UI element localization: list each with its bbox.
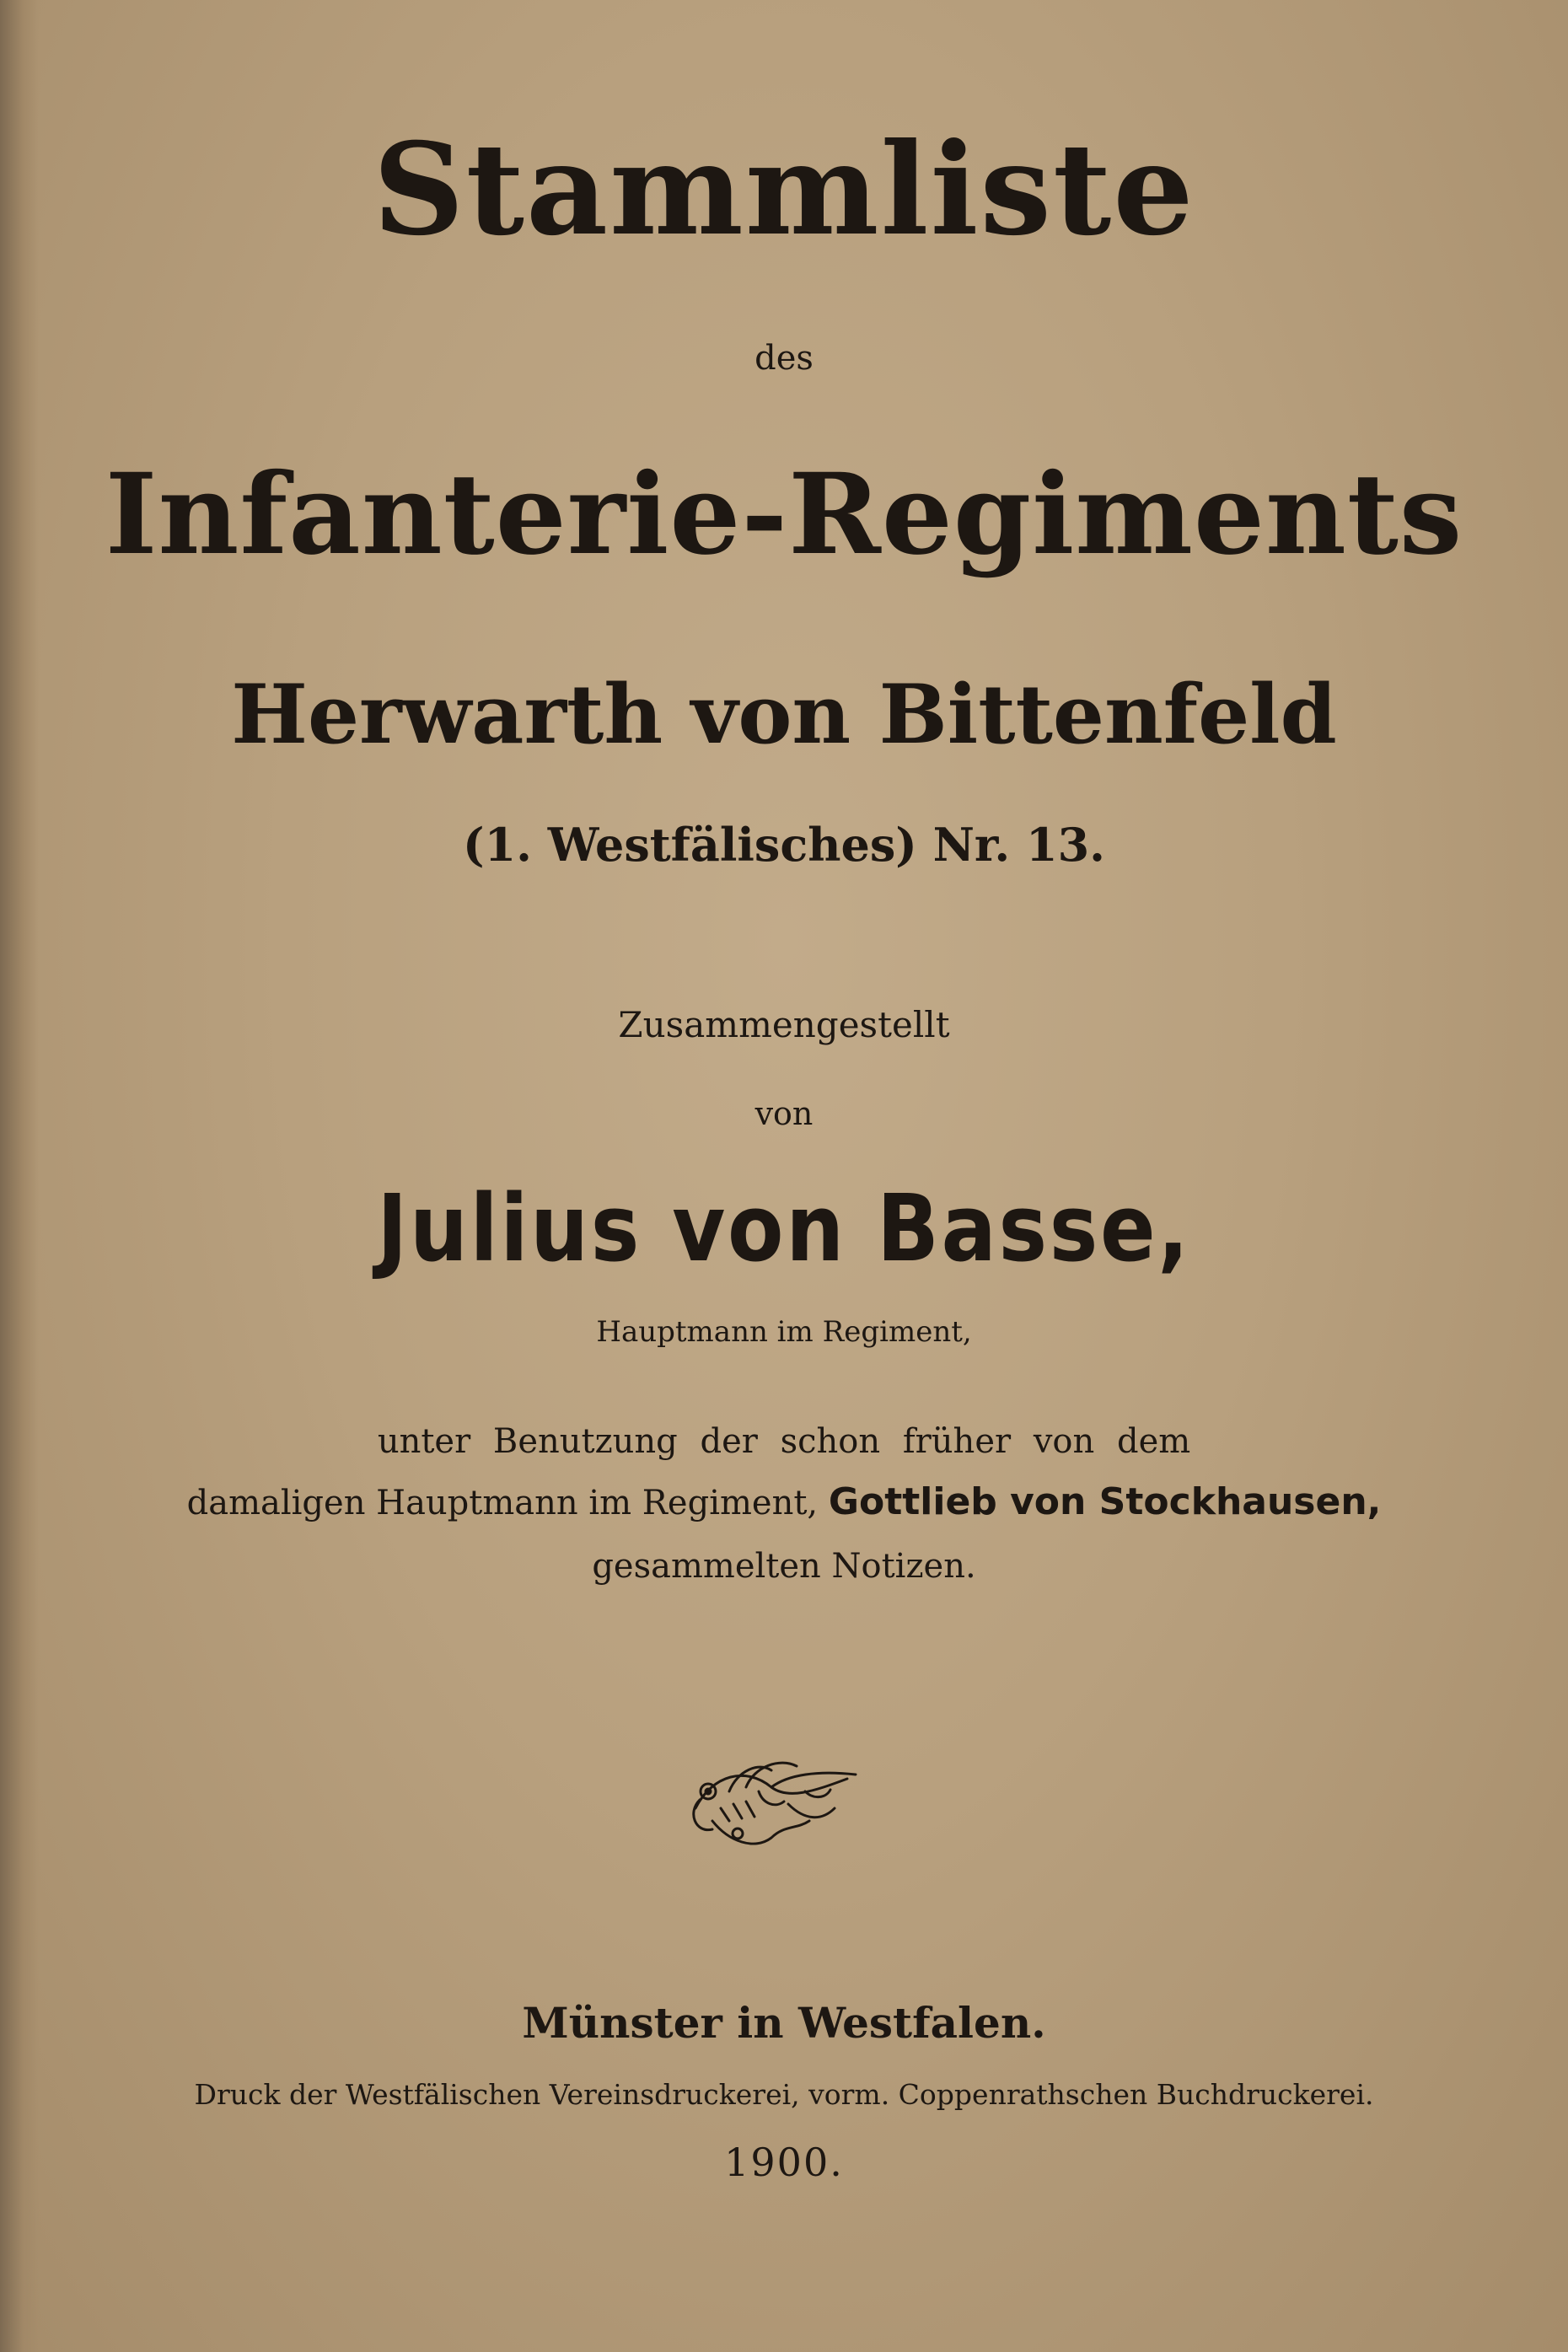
contributor-name: Gottlieb von Stockhausen,	[828, 1480, 1382, 1523]
publication-year: 1900.	[724, 2140, 844, 2185]
book-title: Stammliste	[373, 115, 1195, 264]
source-note-line-1: unter Benutzung der schon früher von dem	[377, 1422, 1191, 1461]
regiment-heading: Infanterie-Regiments	[105, 449, 1463, 580]
source-note-line-2	[0, 1480, 1568, 1523]
floral-vignette-icon	[679, 1741, 873, 1867]
by-label: von	[754, 1095, 814, 1132]
author-rank: Hauptmann im Regiment,	[596, 1315, 972, 1349]
regiment-number: (1. Westfälisches) Nr. 13.	[463, 818, 1105, 872]
compiled-label: Zusammengestellt	[618, 1004, 950, 1045]
regiment-name: Herwarth von Bittenfeld	[231, 667, 1337, 762]
author-name: Julius von Basse,	[377, 1174, 1191, 1282]
article-des: des	[754, 339, 814, 378]
publication-city: Münster in Westfalen.	[522, 1998, 1046, 2048]
source-note-line-3: gesammelten Notizen.	[592, 1547, 976, 1586]
source-note-line-2-text: damaligen Hauptmann im Regiment,	[186, 1484, 819, 1522]
printer-line: Druck der Westfälischen Vereinsdruckerei, vorm. Coppenrathschen Buchdruckerei.	[194, 2078, 1374, 2111]
